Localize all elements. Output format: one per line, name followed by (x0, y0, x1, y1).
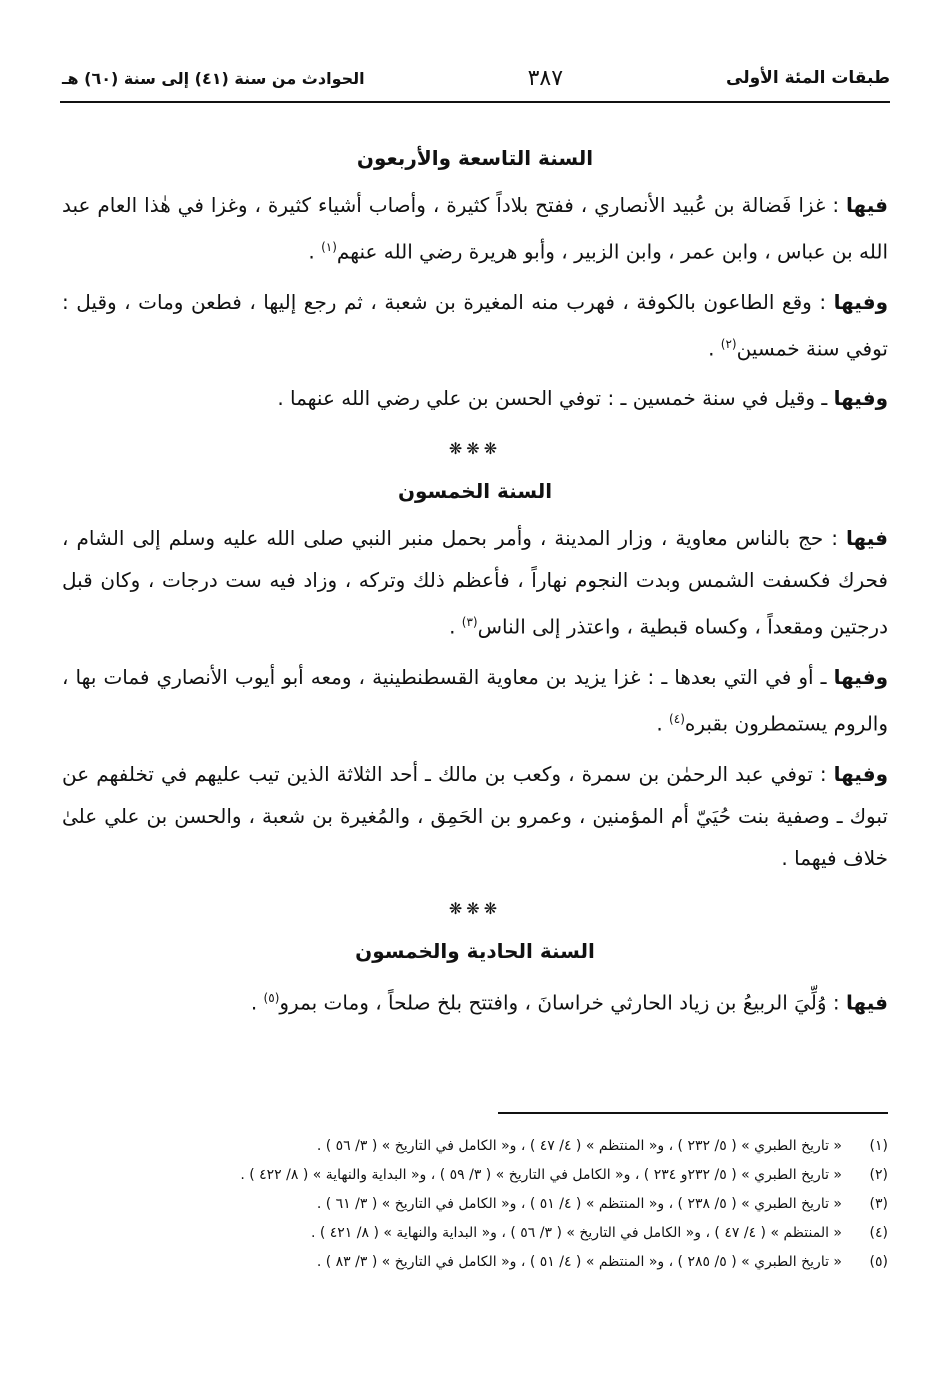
footnote (80, 1190, 888, 1219)
paragraph (62, 184, 888, 273)
paragraph-end: . (308, 239, 322, 264)
paragraph-text: : غزا فَضالة بن عُبيد الأنصاري ، ففتح بلاداً كثيرة ، وأصاب أشياء كثيرة ، وغزا في هٰذا العام عبد الله بن عباس ، وابن عمر ، وابن الزبير ، وأبو هريرة رضي الله عنهم (62, 193, 888, 264)
footnote-ref: (٣) (461, 615, 478, 630)
paragraph (62, 753, 888, 879)
paragraph (62, 377, 888, 419)
paragraph-keyword: فيها (846, 990, 888, 1015)
footnote-ref: (٢) (720, 336, 737, 351)
footnote-ref: (١) (321, 240, 337, 254)
footnote (80, 1161, 888, 1190)
footnote-number: (٢) (869, 1167, 888, 1183)
section-separator: ❋❋❋ (448, 439, 502, 459)
footnote-number: (٤) (869, 1225, 888, 1241)
footnote-text: « تاريخ الطبري » ( ٥/ ٢٣٢و ٢٣٤ ) ، و« الكامل في التاريخ » ( ٣/ ٥٩ ) ، و« البداية والنهاية » ( ٨/ ٤٢٢ ) . (240, 1167, 842, 1183)
section-title: السنة التاسعة والأربعون (356, 146, 594, 170)
paragraph (62, 656, 888, 745)
footnote-text: « تاريخ الطبري » ( ٥/ ٢٣٢ ) ، و« المنتظم » ( ٤/ ٤٧ ) ، و« الكامل في التاريخ » ( ٣/ ٥٦ ) . (316, 1138, 842, 1154)
paragraph-text: : وقع الطاعون بالكوفة ، فهرب منه المغيرة بن شعبة ، ثم رجع إليها ، فطعن ومات ، وقيل : توفي سنة خمسين (62, 289, 888, 361)
footnote-text: « المنتظم » ( ٤/ ٤٧ ) ، و« الكامل في التاريخ » ( ٣/ ٥٦ ) ، و« البداية والنهاية » ( ٨/ ٤٢١ ) . (310, 1225, 842, 1241)
paragraph-end: . (708, 336, 721, 361)
paragraph-end: . (656, 711, 670, 736)
chapter-range: الحوادث من سنة (٤١) إلى سنة (٦٠) هـ (62, 68, 365, 88)
paragraph-keyword: وفيها (833, 664, 888, 689)
footnote (80, 1248, 888, 1277)
page-number: ٣٨٧ (527, 65, 564, 91)
paragraph-text: : وُلِّيَ الربيعُ بن زياد الحارثي خراسانَ ، وافتتح بلخ صلحاً ، ومات بمرو (279, 990, 847, 1015)
paragraph-keyword: وفيها (833, 386, 888, 411)
footnote-text: « تاريخ الطبري » ( ٥/ ٢٣٨ ) ، و« المنتظم » ( ٤/ ٥١ ) ، و« الكامل في التاريخ » ( ٣/ ٦١ ) . (316, 1196, 842, 1212)
paragraph-text: ـ أو في التي بعدها ـ : غزا يزيد بن معاوية القسطنطينية ، ومعه أبو أيوب الأنصاري فمات بها ، والروم يستمطرون بقبره (62, 664, 888, 736)
footnote (80, 1219, 888, 1248)
footnote-ref: (٤) (669, 711, 685, 726)
footnote-ref: (٥) (263, 990, 280, 1005)
section-title: السنة الحادية والخمسون (355, 938, 595, 963)
section-separator: ❋❋❋ (448, 898, 502, 918)
paragraph-text: : توفي عبد الرحمٰن بن سمرة ، وكعب بن مالك ـ أحد الثلاثة الذين تيب عليهم في تخلفهم عن تبوك ـ وصفية بنت حُيَيّ أم المؤمنين ، وعمرو بن الحَمِق ، والمُغيرة بن شعبة ، والحسن بن علي علىٰ خلاف فيهما . (62, 761, 888, 870)
page-header (62, 58, 890, 98)
page-body (62, 138, 888, 1031)
footnote-number: (٣) (869, 1196, 888, 1212)
header-rule (60, 101, 890, 103)
paragraph-text: ـ وقيل في سنة خمسين ـ : توفي الحسن بن علي رضي الله عنهما . (277, 386, 834, 411)
paragraph (62, 977, 888, 1024)
paragraph-keyword: فيها (846, 526, 888, 551)
footnote-number: (٥) (869, 1254, 888, 1270)
paragraph-end: . (449, 614, 462, 639)
paragraph-end: . (250, 990, 264, 1015)
paragraph-text: : حج بالناس معاوية ، وزار المدينة ، وأمر بحمل منبر النبي صلى الله عليه وسلم إلى الشام ، فحرك فكسفت الشمس وبدت النجوم نهاراً ، فأعظم ذلك وتركه ، وزاد فيه ست درجات ، وكان قبل درجتين ومقعداً ، وكساه قبطية ، واعتذر إلى الناس (62, 526, 888, 639)
footnote (80, 1132, 888, 1161)
section-title: السنة الخمسون (397, 479, 553, 504)
footnote-text: « تاريخ الطبري » ( ٥/ ٢٨٥ ) ، و« المنتظم » ( ٤/ ٥١ ) ، و« الكامل في التاريخ » ( ٣/ ٨٣ ) . (316, 1254, 842, 1270)
footnote-rule (498, 1112, 888, 1114)
paragraph (62, 517, 888, 648)
paragraph-keyword: فيها (846, 193, 888, 217)
paragraph (62, 281, 888, 370)
footnote-number: (١) (869, 1138, 888, 1154)
footnotes (80, 1132, 888, 1277)
paragraph-keyword: وفيها (833, 289, 888, 314)
paragraph-keyword: وفيها (833, 761, 888, 786)
book-title: طبقات المئة الأولى (726, 68, 890, 88)
